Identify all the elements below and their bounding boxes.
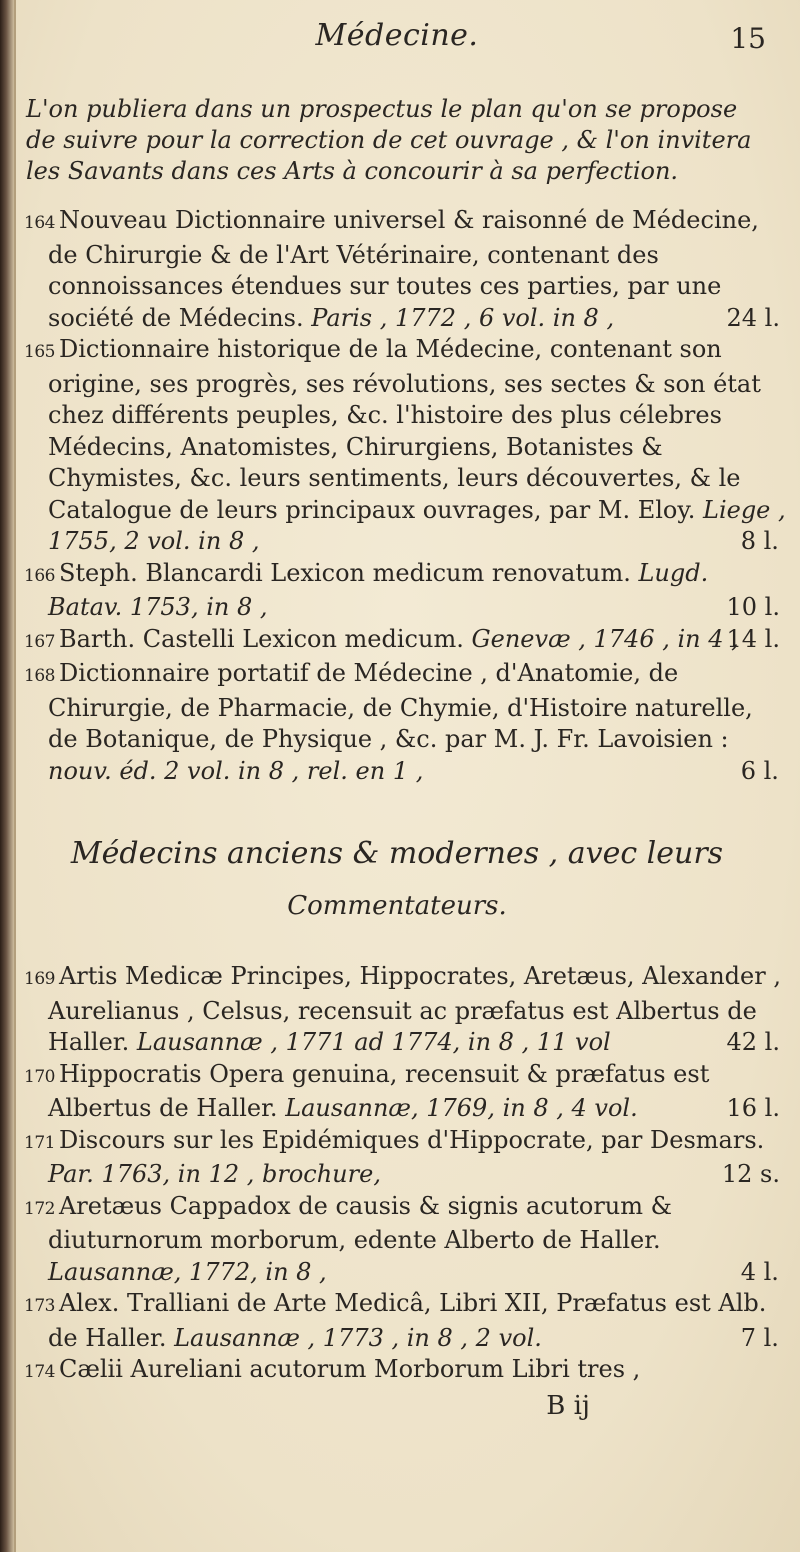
entry-price: 6 l. bbox=[740, 756, 779, 785]
entry-price: 16 l. bbox=[726, 1094, 780, 1122]
entry-text: Nouveau Dictionnaire universel & raisonné de Médecine, de Chirurgie & de l'Art Vétérinaire, contenant des connoissances étendues sur toutes ces parties, par une société de Médecins. bbox=[48, 206, 759, 332]
entry-text: Dictionnaire historique de la Médecine, contenant son origine, ses progrès, ses révolutions, ses sectes & son état chez différents peuples, &c. l'histoire des plus célebres Médecins, Anatomistes, Chirurgiens, Botanistes & Chymistes, &c. leurs sentiments, leurs découvertes, & le Catalogue de leurs principaux ouvrages, par M. Eloy. bbox=[48, 335, 761, 524]
entry-imprint: Lugd. Batav. 1753, in 8 , bbox=[48, 558, 709, 621]
section-subtitle: Commentateurs. bbox=[287, 891, 507, 921]
entry-text: Dictionnaire portatif de Médecine , d'Anatomie, de Chirurgie, de Pharmacie, de Chymie, d'Histoire naturelle, de Botanique, de Physique , &c. par M. J. Fr. Lavoisien : bbox=[48, 659, 753, 753]
entry-number: 174 bbox=[24, 1362, 55, 1382]
catalog-entry bbox=[22, 624, 786, 659]
entry-number: 171 bbox=[24, 1132, 55, 1153]
entry-imprint: Lausannæ , 1773 , in 8 , 2 vol. bbox=[174, 1323, 542, 1352]
entry-imprint: Genevæ , 1746 , in 4 , bbox=[471, 624, 739, 653]
catalog-entry bbox=[22, 1125, 786, 1191]
entry-text: Artis Medicæ Principes, Hippocrates, Aretæus, Alexander , Aurelianus , Celsus, recensuit ac præfatus est Albertus de Haller. bbox=[48, 962, 781, 1056]
entry-text: Cælii Aureliani acutorum Morborum Libri tres , bbox=[58, 1355, 641, 1383]
signature-mark: B ij bbox=[546, 1390, 590, 1421]
section-heading bbox=[22, 835, 772, 925]
entry-number: 173 bbox=[24, 1296, 55, 1316]
entry-number: 167 bbox=[24, 631, 55, 652]
entry-price: 12 s. bbox=[721, 1160, 780, 1188]
catalog-entry bbox=[22, 1288, 786, 1354]
catalog-entry bbox=[22, 205, 786, 334]
entry-text: Alex. Tralliani de Arte Medicâ, Libri XII, Præfatus est Alb. de Haller. bbox=[48, 1289, 767, 1352]
entry-imprint: nouv. éd. 2 vol. in 8 , rel. en 1 , bbox=[48, 756, 424, 785]
intro-paragraph: L'on publiera dans un prospectus le plan qu'on se propose de suivre pour la correction de cet ouvrage , & l'on invitera les Savants dans ces Arts à concourir à sa perfection. bbox=[26, 95, 752, 185]
entry-number: 168 bbox=[24, 666, 55, 686]
running-head bbox=[22, 10, 772, 62]
catalog-entry bbox=[22, 1191, 786, 1289]
entry-price: 8 l. bbox=[740, 527, 779, 555]
entry-price: 4 l. bbox=[740, 1257, 779, 1286]
entry-price: 42 l. bbox=[726, 1028, 780, 1056]
entry-text: Barth. Castelli Lexicon medicum. bbox=[58, 624, 472, 653]
entry-number: 165 bbox=[24, 342, 55, 362]
entry-number: 170 bbox=[24, 1066, 55, 1087]
entry-imprint: Lausannæ , 1771 ad 1774, in 8 , 11 vol bbox=[136, 1028, 611, 1056]
entry-price: 10 l. bbox=[726, 593, 780, 621]
entry-text: Aretæus Cappadox de causis & signis acutorum & diuturnorum morborum, edente Alberto de Haller. bbox=[48, 1191, 672, 1254]
catalog-entry bbox=[22, 658, 786, 787]
entry-text: Discours sur les Epidémiques d'Hippocrate, par Desmars. bbox=[58, 1125, 765, 1154]
catalog-entry bbox=[22, 1059, 786, 1125]
entry-number: 169 bbox=[24, 969, 55, 989]
entries-bottom bbox=[22, 961, 781, 1389]
running-title: Médecine. bbox=[315, 18, 479, 53]
gutter-edge bbox=[14, 0, 16, 1552]
entry-price: 14 l. bbox=[726, 624, 780, 653]
binding-gutter bbox=[0, 0, 14, 1552]
entry-imprint: Lausannæ, 1772, in 8 , bbox=[48, 1257, 327, 1286]
entry-imprint: Paris , 1772 , 6 vol. in 8 , bbox=[311, 303, 615, 332]
entry-price: 24 l. bbox=[726, 303, 780, 332]
entry-number: 166 bbox=[24, 565, 55, 586]
catalog-entry bbox=[22, 334, 786, 558]
entry-text: Steph. Blancardi Lexicon medicum renovatum. bbox=[58, 558, 639, 587]
entry-number: 172 bbox=[24, 1198, 55, 1219]
page-number: 15 bbox=[730, 22, 766, 55]
entries-top bbox=[22, 205, 786, 787]
entry-imprint: Lausannæ, 1769, in 8 , 4 vol. bbox=[285, 1094, 638, 1122]
entry-price: 7 l. bbox=[740, 1323, 779, 1352]
entry-text: Hippocratis Opera genuina, recensuit & præfatus est Albertus de Haller. bbox=[48, 1059, 710, 1122]
section-title: Médecins anciens & modernes , avec leurs bbox=[70, 836, 724, 871]
catalog-entry bbox=[22, 558, 786, 624]
entry-imprint: Par. 1763, in 12 , brochure, bbox=[48, 1160, 381, 1188]
catalog-entry bbox=[22, 1354, 786, 1389]
entry-number: 164 bbox=[24, 213, 55, 233]
page-content bbox=[22, 10, 786, 1421]
entry-imprint: Liege , 1755, 2 vol. in 8 , bbox=[48, 495, 786, 555]
catalog-entry bbox=[22, 961, 786, 1059]
